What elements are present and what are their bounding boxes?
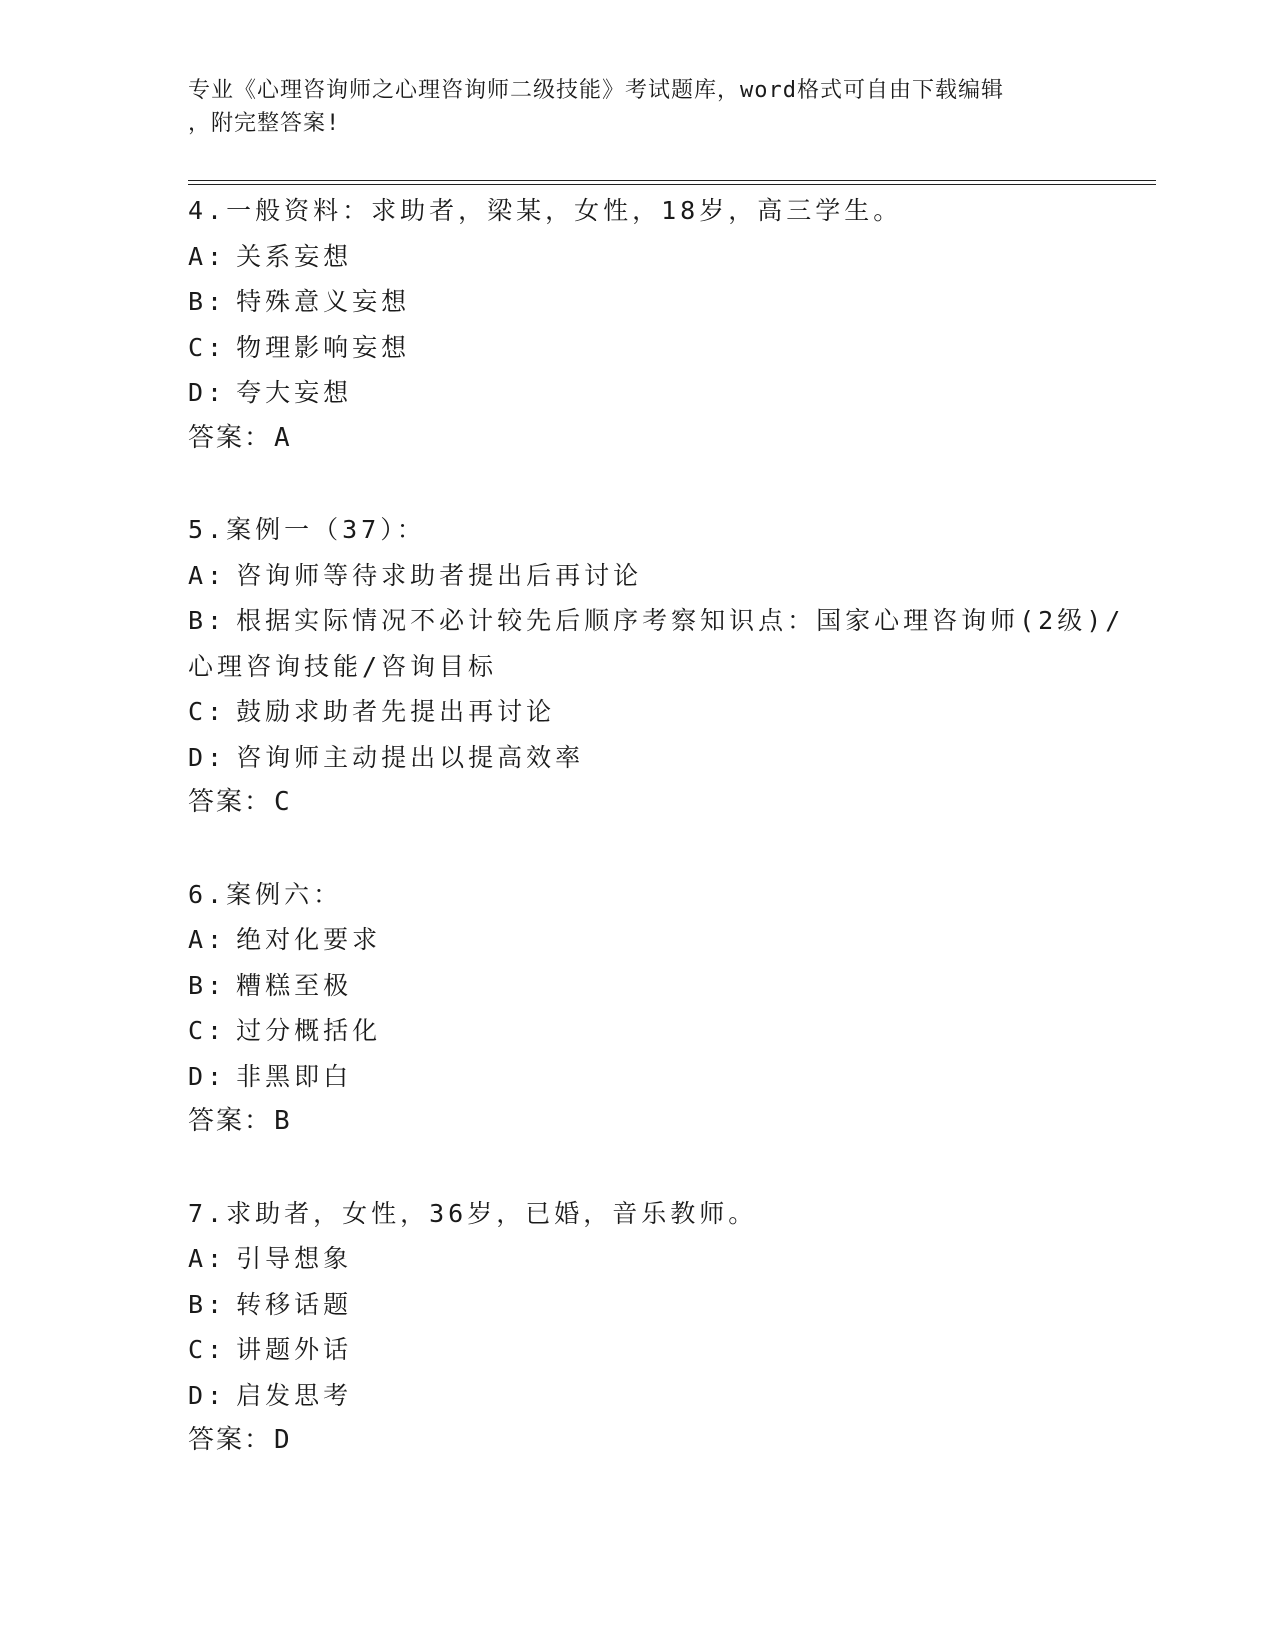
option-text: 过分概括化	[236, 1016, 382, 1045]
option-key: D:	[188, 742, 227, 772]
option-key: B:	[188, 287, 227, 316]
option-key: A:	[188, 560, 227, 590]
question-stem: 4.一般资料：求助者，梁某，女性，18岁，高三学生。	[188, 196, 903, 225]
option-text: 物理影响妄想	[236, 332, 411, 362]
answer-label: 答案：	[188, 1425, 273, 1455]
option-text: 特殊意义妄想	[236, 287, 411, 316]
option-b	[188, 1282, 1148, 1328]
option-b	[188, 598, 1148, 689]
header-line-1: 专业《心理咨询师之心理咨询师二级技能》考试题库，word格式可自由下载编辑	[188, 78, 1004, 103]
option-text: 启发思考	[236, 1380, 353, 1410]
option-key: C:	[188, 697, 227, 726]
answer-value: A	[274, 422, 292, 453]
option-a	[188, 1236, 1148, 1282]
answer-line	[188, 416, 1148, 462]
option-key: B:	[188, 1289, 227, 1319]
question-list	[188, 188, 1148, 1464]
option-key: B:	[188, 970, 227, 1000]
option-b	[188, 279, 1148, 325]
option-d	[188, 1373, 1148, 1419]
question-stem: 6.案例六：	[188, 879, 343, 909]
option-key: D:	[188, 1061, 227, 1091]
answer-value: C	[274, 787, 292, 817]
header-divider-bottom	[188, 184, 1156, 185]
option-text: 鼓励求助者先提出再讨论	[236, 697, 556, 726]
option-key: D:	[188, 1380, 227, 1410]
option-key: A:	[188, 241, 227, 271]
option-text: 非黑即白	[236, 1061, 353, 1091]
answer-label: 答案：	[188, 422, 273, 453]
option-d	[188, 1054, 1148, 1100]
option-b	[188, 963, 1148, 1009]
answer-value: B	[274, 1106, 292, 1136]
option-key: C:	[188, 332, 227, 362]
option-d	[188, 735, 1148, 781]
option-key: C:	[188, 1335, 227, 1364]
option-key: C:	[188, 1016, 227, 1045]
option-a	[188, 917, 1148, 963]
option-key: A:	[188, 925, 227, 954]
option-c	[188, 325, 1148, 371]
option-a	[188, 553, 1148, 599]
answer-label: 答案：	[188, 787, 273, 817]
header-divider-top	[188, 180, 1156, 181]
option-text: 糟糕至极	[236, 970, 353, 1000]
option-c	[188, 1008, 1148, 1054]
document-header	[188, 74, 1088, 140]
option-key: D:	[188, 378, 227, 407]
option-c	[188, 689, 1148, 735]
question-stem: 7.求助者，女性，36岁，已婚，音乐教师。	[188, 1198, 758, 1228]
option-text: 讲题外话	[236, 1335, 353, 1364]
answer-line	[188, 1099, 1148, 1145]
option-text: 绝对化要求	[236, 925, 382, 954]
question-4	[188, 188, 1148, 461]
question-5	[188, 507, 1148, 826]
option-text: 根据实际情况不必计较先后顺序考察知识点：国家心理咨询师(2级)/心理咨询技能/咨询目标	[188, 606, 1125, 681]
answer-line	[188, 780, 1148, 826]
option-key: B:	[188, 606, 227, 635]
option-c	[188, 1327, 1148, 1373]
question-6	[188, 872, 1148, 1145]
answer-label: 答案：	[188, 1106, 273, 1136]
option-text: 夸大妄想	[236, 378, 353, 407]
option-text: 咨询师主动提出以提高效率	[236, 742, 585, 772]
question-stem: 5.案例一（37）：	[188, 515, 426, 544]
option-d	[188, 370, 1148, 416]
answer-value: D	[274, 1425, 292, 1455]
option-text: 关系妄想	[236, 241, 353, 271]
answer-line	[188, 1418, 1148, 1464]
option-text: 引导想象	[236, 1244, 353, 1273]
header-line-2: ，附完整答案!	[188, 111, 341, 136]
option-key: A:	[188, 1244, 227, 1273]
option-text: 咨询师等待求助者提出后再讨论	[236, 560, 643, 590]
option-a	[188, 234, 1148, 280]
option-text: 转移话题	[236, 1289, 353, 1319]
question-7	[188, 1191, 1148, 1464]
